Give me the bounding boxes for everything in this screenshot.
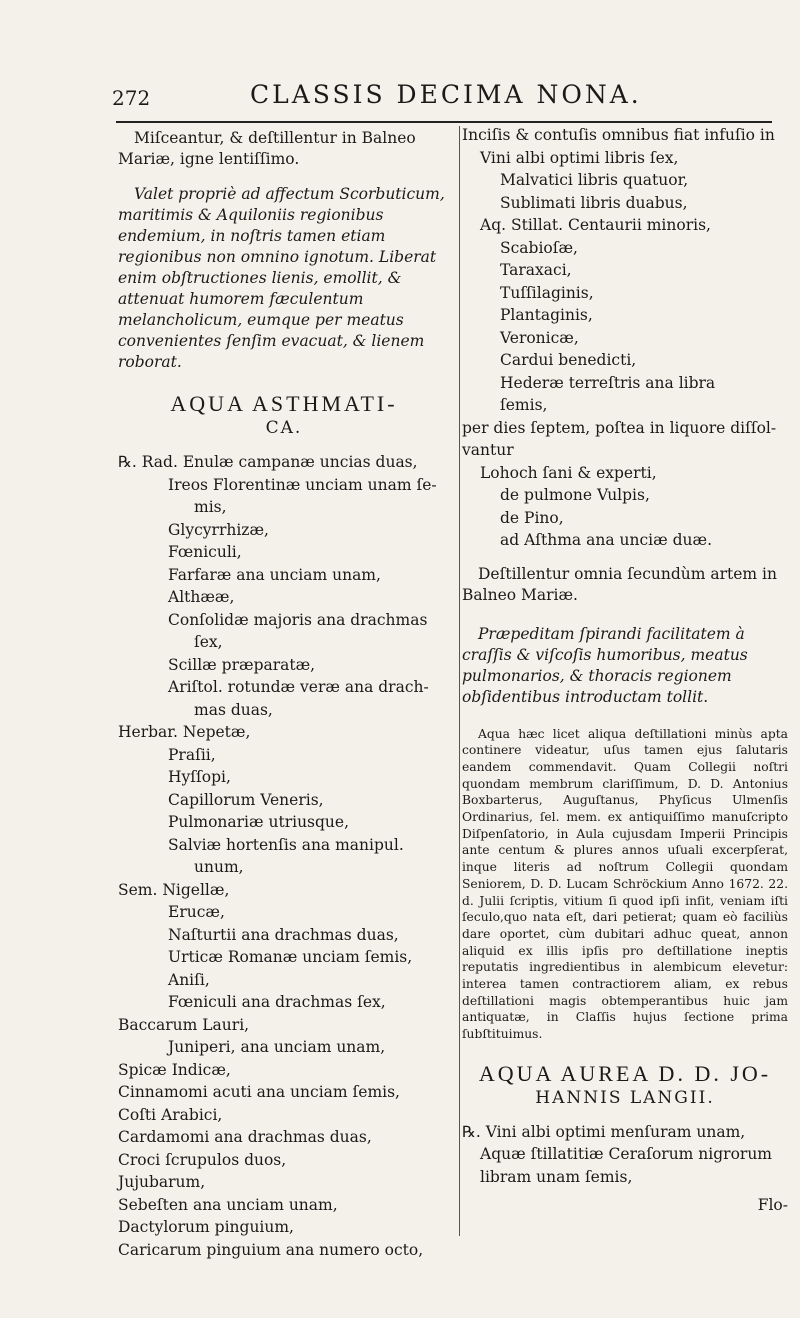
recipe-line <box>118 834 450 857</box>
right-column <box>462 124 788 1214</box>
recipe-line-text: Urticæ Romanæ unciam ſemis, <box>168 948 413 966</box>
header-rule <box>116 121 772 123</box>
recipe-line <box>118 496 450 519</box>
recipe-line-text: pinguium ana numero octo, <box>206 1240 424 1259</box>
recipe-line-text: Aniſi, <box>168 970 210 989</box>
left-paragraph-1: Miſceantur, & deſtillentur in Balneo Mariæ, igne lentiſſimo. <box>118 129 416 168</box>
recipe-line <box>118 946 450 969</box>
recipe-line <box>118 1126 450 1149</box>
recipe-line-text: Ariſtol. rotundæ veræ ana drach- <box>168 678 429 696</box>
recipe-line <box>118 609 450 632</box>
recipe-line-text: Praſii, <box>168 745 216 764</box>
section-title-aurea-2: HANNIS LANGII. <box>535 1087 715 1108</box>
text-line: Inciſis & contuſis omnibus fiat infuſio in <box>462 126 775 144</box>
recipe-line-label: Dactylorum <box>118 1218 210 1236</box>
recipe-line-text: acuti ana unciam ſemis, <box>212 1083 400 1101</box>
text-line: ℞. Vini albi optimi menſuram unam, <box>462 1122 746 1141</box>
recipe-line-text: Conſolidæ majoris ana drachmas <box>168 610 428 629</box>
text-line: Veronicæ, <box>500 328 579 347</box>
recipe-line-label: Cinnamomi <box>118 1083 208 1101</box>
recipe-line <box>118 991 450 1014</box>
recipe-line <box>118 721 450 744</box>
recipe-line <box>118 1239 450 1262</box>
recipe-line-text: Hyſſopi, <box>168 768 231 786</box>
recipe-line <box>118 1014 450 1037</box>
recipe-line <box>118 1081 450 1104</box>
recipe-line <box>118 856 450 879</box>
recipe-line-text: Salviæ hortenſis ana manipul. <box>168 835 404 854</box>
recipe-asthmatica <box>118 451 450 1261</box>
recipe-line-label: Sem. <box>118 880 158 899</box>
recipe-line-text: Althææ, <box>168 588 235 606</box>
recipe-line-text: Juniperi, ana unciam unam, <box>168 1038 386 1056</box>
text-line: Cardui benedicti, <box>500 351 637 369</box>
recipe-line <box>118 924 450 947</box>
recipe-line-text: Erucæ, <box>168 903 225 921</box>
recipe-line <box>118 1104 450 1127</box>
recipe-line <box>118 586 450 609</box>
recipe-line-text: Nepetæ, <box>182 723 251 741</box>
section-title-aurea: AQUA AUREA D. D. JO- <box>478 1060 772 1086</box>
recipe-line-label: Coſti <box>118 1105 157 1124</box>
text-line: libram unam ſemis, <box>480 1167 633 1186</box>
text-line: Aquæ ſtillatitiæ Ceraſorum nigrorum <box>480 1145 773 1164</box>
recipe-line <box>118 789 450 812</box>
text-line: Sublimati libris duabus, <box>500 193 688 212</box>
recipe-line <box>118 1036 450 1059</box>
text-line: ſemis, <box>500 396 548 414</box>
recipe-line-text: Farfaræ ana unciam unam, <box>168 565 381 584</box>
recipe-line-text: Capillorum Veneris, <box>168 790 324 809</box>
text-line: ad Aſthma ana unciæ duæ. <box>500 531 712 549</box>
recipe-line <box>118 451 450 474</box>
recipe-line-text: Nigellæ, <box>162 880 230 899</box>
text-line: Malvatici libris quatuor, <box>500 171 689 189</box>
left-column <box>118 128 450 1261</box>
section-title-asthmatica-2: CA. <box>265 418 303 438</box>
recipe-line-label: Spicæ <box>118 1060 167 1079</box>
text-line: Scabioſæ, <box>500 238 578 257</box>
recipe-line-label: Cardamomi <box>118 1128 210 1146</box>
recipe-line-label: Baccarum <box>118 1015 198 1034</box>
recipe-line-text: Naſturtii ana drachmas duas, <box>168 925 399 944</box>
recipe-line-text: pinguium, <box>214 1218 294 1236</box>
recipe-line-text: ana drachmas duas, <box>214 1128 372 1146</box>
recipe-line-text: Enulæ campanæ uncias duas, <box>182 453 418 471</box>
note-paragraph: Aqua hæc licet aliqua deſtillationi minùs apta continere videatur, uſus tamen ejus ſalutaris eandem commendavit. Quam Collegii noſtri quondam membrum clariſſimum, D. D. Antonius Boxbarterus, Auguſtanus, Phyſicus Ulmenſis Ordinarius, ſel. mem. ex antiquiſſimo manuſcripto Diſpenſatorio, in Aula cujusdam Imperii Principis ante centum & plures annos uſuali excerpſerat, inque literis ad noſtrum Collegii quondam Seniorem, D. D. Lucam Schröckium Anno 1672. 22. d. Julii ſcriptis, vitium ſi quod ipſi inſit, veniam iſti ſeculo,quo nata eſt, dari petierat; quam eò faciliùs dare oportet, cùm dubitari adhuc queat, annon aliquid ex illis ipſis pro deſtillatione ineptis reputatis ingredientibus in alembicum elevetur: interea tamen contractiorem aliam, ex rebus deſtillationi magis obtemperantibus huic jam antiquatæ, in Claſſis hujus ſectione prima ſubſtituimus. <box>462 726 788 1042</box>
text-line: Lohoch ſani & experti, <box>480 463 657 482</box>
recipe-line <box>118 676 450 699</box>
recipe-line <box>118 969 450 992</box>
text-line: Aq. Stillat. Centaurii minoris, <box>480 216 711 234</box>
recipe-line <box>118 654 450 677</box>
text-line: Tuſſilaginis, <box>500 283 594 302</box>
recipe-line <box>118 1216 450 1239</box>
infusion-lines <box>462 124 788 552</box>
text-line: Vini albi optimi libris ſex, <box>480 148 679 167</box>
recipe-line <box>118 631 450 654</box>
recipe-line-text: Scillæ præparatæ, <box>168 655 316 674</box>
recipe-line <box>118 564 450 587</box>
recipe-line-text: Arabici, <box>161 1105 223 1124</box>
recipe-line-text: ana unciam unam, <box>192 1195 338 1214</box>
recipe-line-label: Caricarum <box>118 1240 202 1259</box>
virtue-paragraph: Præpeditam ſpirandi facilitatem à craſſis & viſcoſis humoribus, meatus pulmonarios, & thoracis regionem obſidentibus introductam tollit. <box>462 624 748 706</box>
recipe-line-label: Sebeſten <box>118 1195 189 1214</box>
recipe-line-text: Ireos Florentinæ unciam unam ſe- <box>168 475 437 494</box>
recipe-line <box>118 1194 450 1217</box>
recipe-line-text: ſex, <box>194 633 223 651</box>
recipe-line-label: Jujubarum, <box>118 1173 206 1191</box>
text-line: de pulmone Vulpis, <box>500 486 650 504</box>
text-line: Taraxaci, <box>500 261 572 279</box>
page-header <box>112 80 772 114</box>
recipe-line-text: Fœniculi ana drachmas ſex, <box>168 993 386 1011</box>
section-title-asthmatica: AQUA ASTHMATI- <box>170 391 398 416</box>
recipe-line <box>118 541 450 564</box>
text-line: de Pino, <box>500 508 564 527</box>
recipe-line <box>118 901 450 924</box>
page-number: 272 <box>112 86 151 110</box>
recipe-line-text: Glycyrrhizæ, <box>168 520 269 539</box>
text-line: vantur <box>462 441 514 459</box>
recipe-line <box>118 811 450 834</box>
text-line: Hederæ terreſtris ana libra <box>500 373 716 392</box>
recipe-line-text: Lauri, <box>202 1015 250 1034</box>
recipe-line <box>118 744 450 767</box>
recipe-line-label: Croci <box>118 1150 161 1169</box>
destill-paragraph: Deſtillentur omnia ſecundùm artem in Balneo Mariæ. <box>462 564 777 604</box>
text-line: Plantaginis, <box>500 306 593 324</box>
recipe-line <box>118 474 450 497</box>
recipe-line-text: ſcrupulos duos, <box>165 1150 287 1169</box>
running-title: CLASSIS DECIMA NONA. <box>250 80 642 109</box>
recipe-line-label: Herbar. <box>118 723 178 741</box>
recipe-aurea <box>462 1121 788 1189</box>
recipe-line-text: mis, <box>194 498 227 516</box>
left-paragraph-2: Valet propriè ad affectum Scorbuticum, maritimis & Aquiloniis regionibus endemium, in noſtris tamen etiam regionibus non omnino ignotum. Liberat enim obſtructiones lienis, emollit, & attenuat humorem fæculentum melancholicum, eumque per meatus convenientes ſenſim evacuat, & lienem roborat. <box>118 185 445 371</box>
recipe-line <box>118 879 450 902</box>
recipe-line <box>118 1059 450 1082</box>
recipe-line <box>118 1171 450 1194</box>
recipe-line-text: Indicæ, <box>171 1060 231 1079</box>
recipe-line <box>118 519 450 542</box>
recipe-line <box>118 699 450 722</box>
recipe-line-text: Fœniculi, <box>168 543 242 561</box>
recipe-line <box>118 766 450 789</box>
recipe-line-text: Pulmonariæ utriusque, <box>168 813 350 831</box>
recipe-line-text: mas duas, <box>194 700 273 719</box>
text-line: per dies ſeptem, poſtea in liquore diſſol- <box>462 418 777 437</box>
recipe-line-text: unum, <box>194 858 244 876</box>
recipe-line <box>118 1149 450 1172</box>
catchword: Flo- <box>757 1196 788 1215</box>
column-divider <box>459 126 460 1236</box>
recipe-line-label: ℞. Rad. <box>118 453 178 471</box>
